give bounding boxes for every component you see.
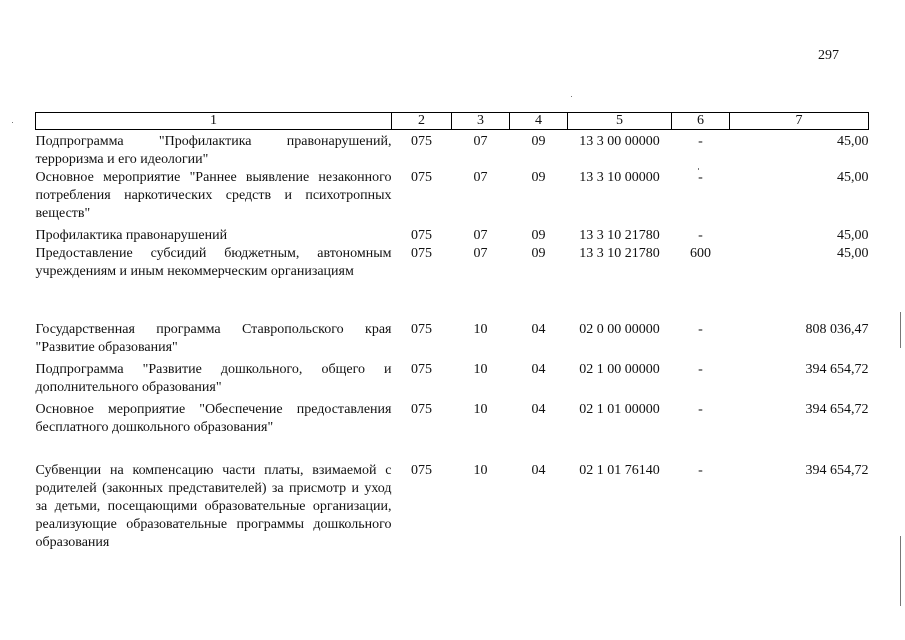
row-name: Профилактика правонарушений (35, 228, 228, 243)
scan-edge-mark (900, 536, 901, 606)
row-name: Предоставление субсидий бюджетным, автономным учреждениям и иным некоммерческим организациям (35, 246, 392, 279)
row-target: 13 3 00 00000 (579, 134, 660, 149)
header-row (36, 113, 869, 130)
row-type: - (698, 228, 703, 243)
row-subsection: 09 (531, 246, 546, 261)
scan-speck (12, 122, 13, 123)
row-type: - (698, 170, 703, 185)
row-name: Подпрограмма "Развитие дошкольного, общего и дополнительного образования" (35, 362, 392, 395)
row-subsection: 04 (531, 322, 546, 337)
scan-edge-mark (900, 312, 901, 348)
row-section: 10 (473, 463, 488, 478)
row-name: Основное мероприятие "Раннее выявление незаконного потребления наркотических средств и психотропных веществ" (35, 170, 392, 221)
row-subsection: 04 (531, 402, 546, 417)
row-code: 075 (411, 362, 432, 377)
row-section: 10 (473, 322, 488, 337)
row-name: Субвенции на компенсацию части платы, взимаемой с родителей (законных представителей) за присмотр и уход за детьми, посещающими образовательные организации, реализующие образовательные программы дошкольного образования (35, 463, 392, 550)
budget-table (35, 112, 869, 552)
row-target: 02 0 00 00000 (579, 322, 660, 337)
header-col-1: 1 (36, 113, 392, 130)
row-amount: 808 036,47 (805, 322, 869, 337)
row-type: - (698, 322, 703, 337)
row-amount: 394 654,72 (805, 463, 869, 478)
row-name: Государственная программа Ставропольского края "Развитие образования" (35, 322, 392, 355)
row-section: 07 (473, 170, 488, 185)
row-subsection: 04 (531, 362, 546, 377)
table-row (36, 245, 869, 281)
row-target: 13 3 10 21780 (579, 228, 660, 243)
table-row (36, 357, 869, 397)
row-type: - (698, 402, 703, 417)
table-row (36, 437, 869, 552)
row-section: 07 (473, 228, 488, 243)
row-section: 10 (473, 362, 488, 377)
header-col-4: 4 (510, 113, 568, 130)
row-section: 10 (473, 402, 488, 417)
row-subsection: 04 (531, 463, 546, 478)
scan-speck (571, 96, 572, 97)
header-col-6: 6 (672, 113, 730, 130)
row-code: 075 (411, 402, 432, 417)
row-target: 02 1 01 00000 (579, 402, 660, 417)
table-row (36, 130, 869, 170)
row-name: Подпрограмма "Профилактика правонарушений, терроризма и его идеологии" (35, 134, 392, 167)
row-name: Основное мероприятие "Обеспечение предоставления бесплатного дошкольного образования" (35, 402, 392, 435)
row-code: 075 (411, 228, 432, 243)
row-amount: 45,00 (837, 170, 869, 185)
row-subsection: 09 (531, 170, 546, 185)
row-type: - (698, 134, 703, 149)
header-col-5: 5 (568, 113, 672, 130)
page-number: 297 (818, 48, 839, 63)
row-amount: 45,00 (837, 246, 869, 261)
header-col-2: 2 (392, 113, 452, 130)
row-amount: 45,00 (837, 228, 869, 243)
row-amount: 394 654,72 (805, 402, 869, 417)
row-subsection: 09 (531, 228, 546, 243)
row-target: 02 1 01 76140 (579, 463, 660, 478)
scan-speck (698, 168, 699, 170)
row-amount: 394 654,72 (805, 362, 869, 377)
header-col-3: 3 (452, 113, 510, 130)
row-subsection: 09 (531, 134, 546, 149)
row-code: 075 (411, 463, 432, 478)
row-type: - (698, 362, 703, 377)
row-type: 600 (690, 246, 711, 261)
row-target: 13 3 10 21780 (579, 246, 660, 261)
row-section: 07 (473, 134, 488, 149)
table-row (36, 169, 869, 223)
table-row (36, 223, 869, 245)
row-code: 075 (411, 322, 432, 337)
row-section: 07 (473, 246, 488, 261)
table-row (36, 281, 869, 357)
row-target: 13 3 10 00000 (579, 170, 660, 185)
header-col-7: 7 (730, 113, 869, 130)
row-code: 075 (411, 246, 432, 261)
table-row (36, 397, 869, 437)
row-amount: 45,00 (837, 134, 869, 149)
row-code: 075 (411, 134, 432, 149)
row-type: - (698, 463, 703, 478)
row-target: 02 1 00 00000 (579, 362, 660, 377)
row-code: 075 (411, 170, 432, 185)
